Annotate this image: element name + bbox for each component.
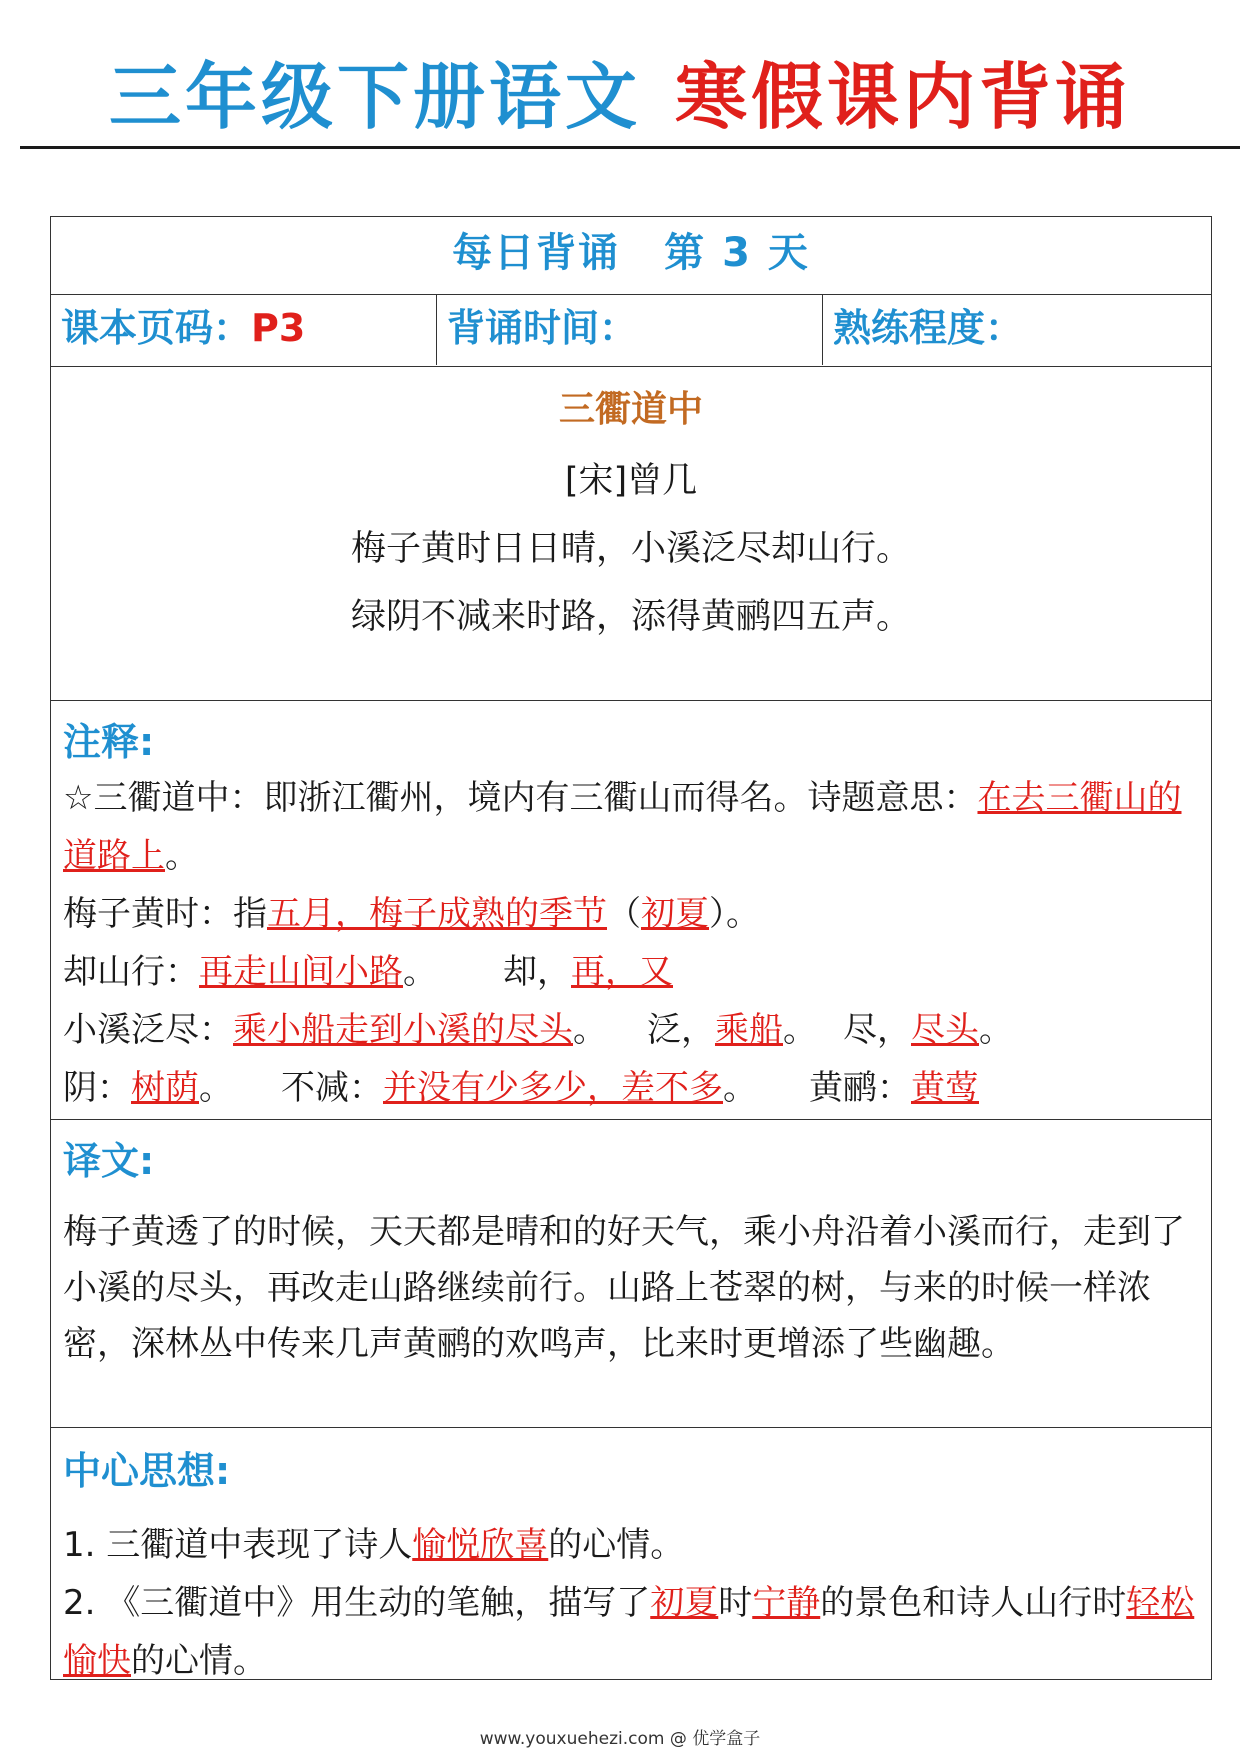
central-idea-label: 中心思想: — [63, 1449, 231, 1493]
idea-text: 1. 三衢道中表现了诗人 — [63, 1525, 413, 1565]
idea-key-answer: 愉悦欣喜 — [412, 1525, 549, 1565]
translation-text: 梅子黄透了的时候，天天都是晴和的好天气，乘小舟沿着小溪而行，走到了小溪的尽头，再改走山路继续前行。山路上苍翠的树，与来的时候一样浓密，深林丛中传来几声黄鹂的欢鸣声，比来时更增添了些幽趣。 — [63, 1212, 1185, 1364]
translation-section — [51, 1120, 1211, 1428]
note-text: 却山行： — [63, 952, 199, 992]
idea-text: 的景色和诗人山行时 — [820, 1583, 1127, 1623]
note-text: ☆三衢道中：即浙江衢州，境内有三衢山而得名。诗题意思： — [63, 778, 978, 818]
note-key-answer: 树荫 — [131, 1068, 199, 1108]
idea-text: 的心情。 — [131, 1641, 267, 1681]
notes-section — [51, 701, 1211, 1120]
note-item — [63, 769, 1199, 885]
day-number: 第 3 天 — [664, 230, 810, 276]
note-text: 。 — [723, 1068, 757, 1108]
note-key-answer: 再，又 — [571, 952, 673, 992]
note-key-answer: 在去三衢山的道路上 — [63, 778, 1182, 876]
note-item — [63, 1059, 1199, 1117]
idea-key-answer: 宁静 — [752, 1583, 821, 1623]
recitation-sheet — [50, 216, 1212, 1680]
title-topic: 寒假课内背诵 — [675, 55, 1132, 139]
note-text: 黄鹂： — [809, 1068, 911, 1108]
daily-label: 每日背诵 — [452, 230, 621, 276]
note-key-answer: 再走山间小路 — [199, 952, 403, 992]
note-key-answer: 尽头 — [911, 1010, 979, 1050]
idea-key-answer: 初夏 — [650, 1583, 719, 1623]
recite-time-cell[interactable] — [436, 295, 822, 365]
poem-title: 三衢道中 — [558, 389, 703, 430]
notes-label: 注释: — [63, 720, 155, 764]
note-key-answer: 乘船 — [715, 1010, 783, 1050]
translation-label: 译文: — [63, 1139, 155, 1183]
note-item — [63, 1001, 1199, 1059]
note-text: 却， — [503, 952, 571, 992]
title-grade: 三年级下册语文 — [108, 55, 641, 139]
proficiency-label: 熟练程度： — [833, 306, 1024, 350]
poem-section — [51, 367, 1211, 701]
note-item — [63, 943, 1199, 1001]
note-key-answer: 五月，梅子成熟的季节 — [267, 894, 607, 934]
note-key-answer: 乘小船走到小溪的尽头 — [233, 1010, 573, 1050]
note-key-answer: 初夏 — [641, 894, 709, 934]
proficiency-cell[interactable] — [822, 295, 1210, 365]
idea-text: 时 — [718, 1583, 753, 1623]
note-text: 泛， — [647, 1010, 715, 1050]
note-text: 梅子黄时：指 — [63, 894, 267, 934]
textbook-page-cell — [51, 295, 436, 365]
note-text: （ — [607, 894, 641, 934]
note-text: 。 — [165, 836, 199, 876]
idea-item — [63, 1574, 1199, 1690]
page-title — [0, 52, 1240, 142]
poem-author: [宋]曾几 — [564, 461, 698, 501]
note-text: 。 — [573, 1010, 607, 1050]
note-text: 。 — [783, 1010, 817, 1050]
textbook-page-value: P3 — [251, 306, 306, 350]
footer-watermark: www.youxuehezi.com @ 优学盒子 — [479, 1729, 761, 1749]
idea-key-answer: 轻松愉快 — [63, 1583, 1195, 1681]
central-idea-section — [51, 1428, 1211, 1679]
note-text: ）。 — [709, 894, 760, 934]
note-text: 。 — [403, 952, 437, 992]
note-key-answer: 黄莺 — [911, 1068, 979, 1108]
daily-header — [51, 217, 1211, 295]
recite-time-label: 背诵时间： — [447, 306, 638, 350]
textbook-page-label: 课本页码： — [61, 306, 252, 350]
meta-row — [51, 295, 1211, 367]
note-text: 小溪泛尽： — [63, 1010, 233, 1050]
note-text: 。 — [199, 1068, 233, 1108]
note-key-answer: 并没有少多少，差不多 — [383, 1068, 723, 1108]
poem-line: 绿阴不减来时路，添得黄鹂四五声。 — [350, 597, 911, 637]
note-text: 。 — [979, 1010, 1013, 1050]
title-divider — [20, 146, 1240, 149]
note-text: 阴： — [63, 1068, 131, 1108]
idea-item — [63, 1516, 1199, 1574]
note-text: 尽， — [843, 1010, 911, 1050]
idea-text: 的心情。 — [548, 1525, 685, 1565]
note-text: 不减： — [281, 1068, 383, 1108]
poem-line: 梅子黄时日日晴，小溪泛尽却山行。 — [350, 529, 911, 569]
note-item — [63, 885, 1199, 943]
idea-text: 2. 《三衢道中》用生动的笔触，描写了 — [63, 1583, 651, 1623]
